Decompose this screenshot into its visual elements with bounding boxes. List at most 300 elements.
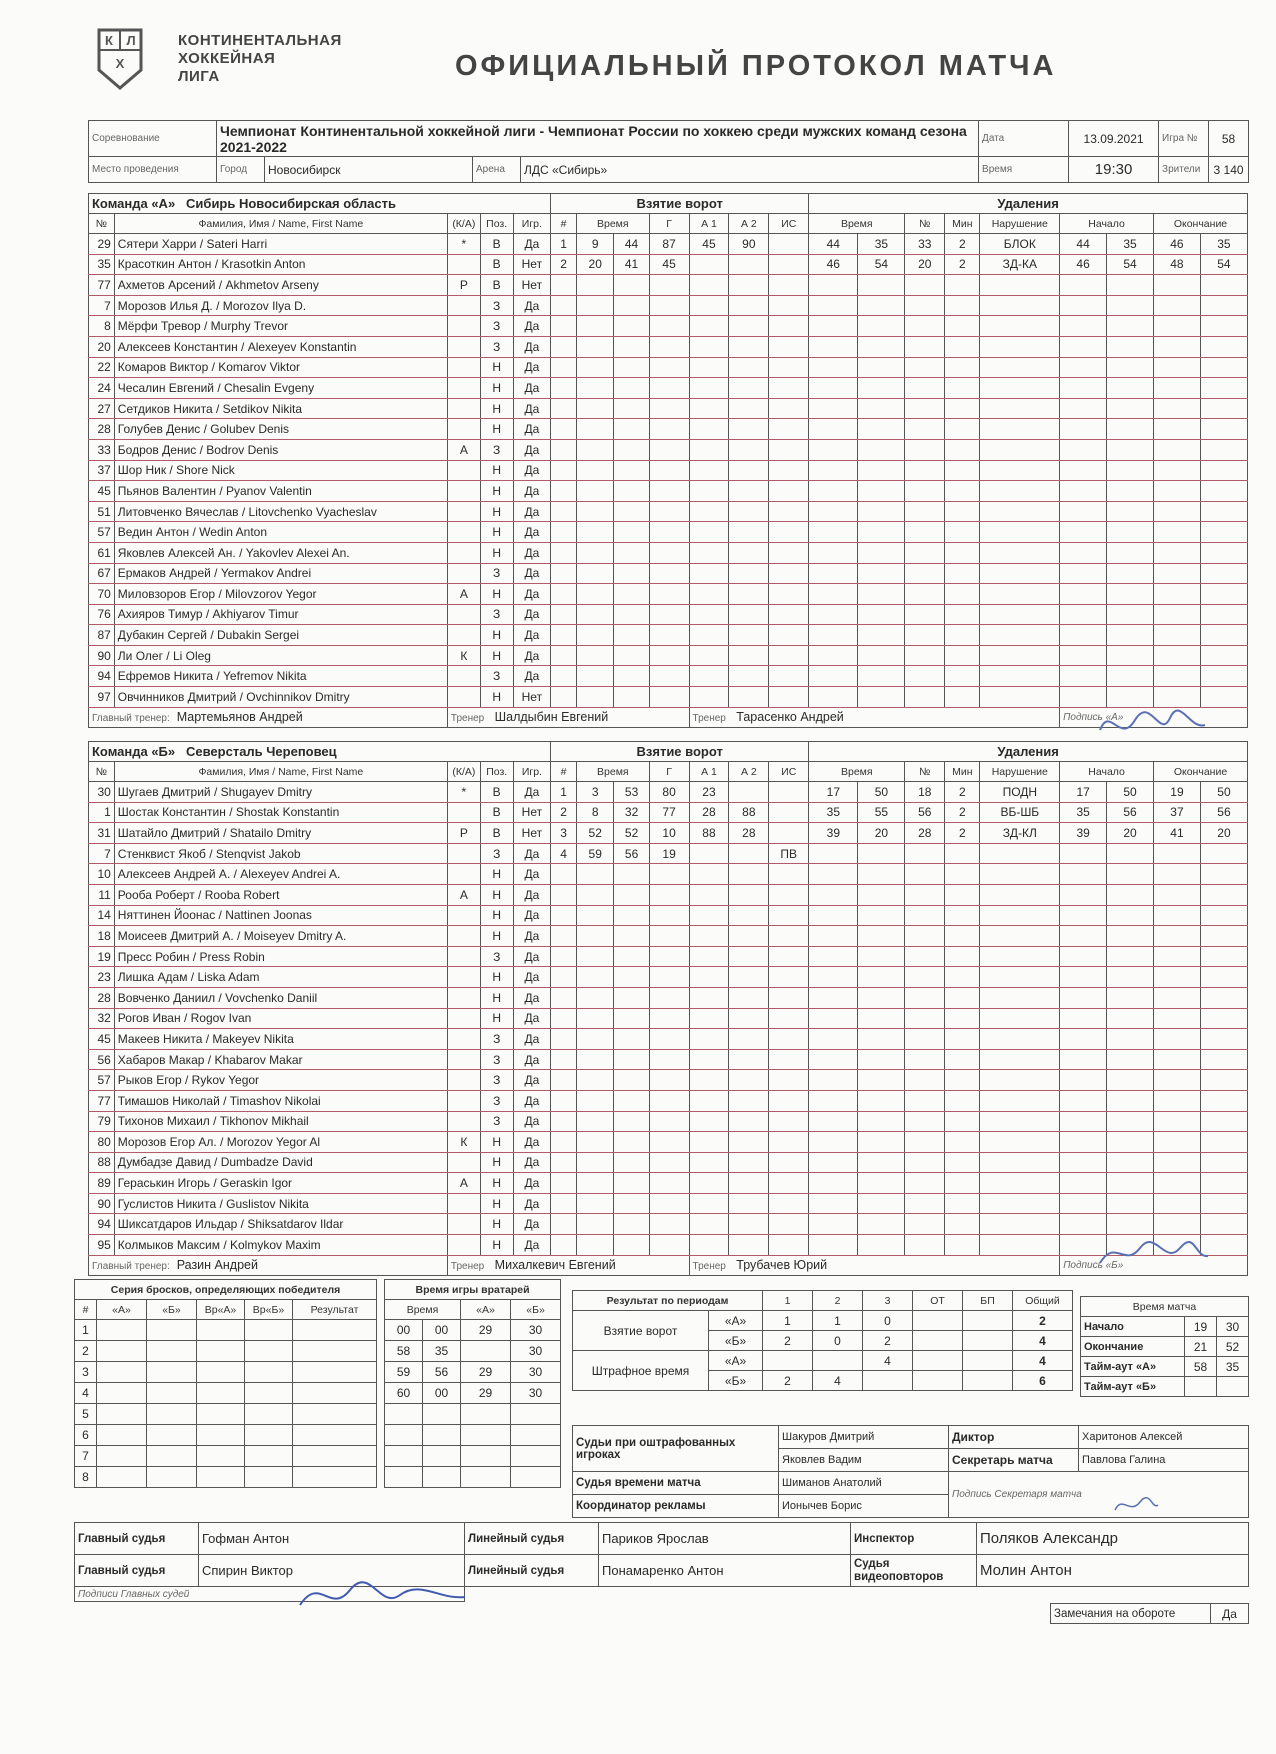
player-played: Да bbox=[513, 398, 551, 419]
penalty-empty bbox=[945, 584, 980, 605]
goal-empty bbox=[551, 1152, 577, 1173]
goal-empty bbox=[689, 501, 729, 522]
player-row bbox=[89, 542, 1248, 563]
penalty-empty bbox=[1060, 1090, 1107, 1111]
goal-empty bbox=[649, 1070, 689, 1091]
goalie-a: 29 bbox=[461, 1362, 511, 1383]
penalty-es: 56 bbox=[1200, 802, 1247, 823]
shootout-cell bbox=[197, 1467, 245, 1488]
signature-secretary bbox=[1110, 1490, 1160, 1520]
goal-s: 52 bbox=[614, 823, 649, 844]
player-position: Н bbox=[480, 542, 513, 563]
penalty-empty bbox=[1060, 666, 1107, 687]
player-row bbox=[89, 1049, 1248, 1070]
player-role bbox=[447, 1090, 480, 1111]
player-position: Н bbox=[480, 1193, 513, 1214]
player-row bbox=[89, 823, 1248, 844]
penalty-empty bbox=[1060, 357, 1107, 378]
player-role bbox=[447, 357, 480, 378]
penalty-empty bbox=[980, 625, 1060, 646]
penalty-empty bbox=[809, 625, 858, 646]
goal-a2 bbox=[729, 843, 769, 864]
period-col: 1 bbox=[763, 1291, 813, 1311]
goal-a2 bbox=[729, 782, 769, 803]
player-number: 24 bbox=[89, 378, 115, 399]
goal-empty bbox=[551, 1070, 577, 1091]
coach-name: Михалкевич Евгений bbox=[494, 1258, 616, 1273]
player-played: Нет bbox=[513, 687, 551, 708]
player-row bbox=[89, 604, 1248, 625]
player-role bbox=[447, 378, 480, 399]
player-number: 97 bbox=[89, 687, 115, 708]
goal-empty bbox=[576, 967, 614, 988]
penalty-empty bbox=[1060, 501, 1107, 522]
player-position: З bbox=[480, 1111, 513, 1132]
goal-empty bbox=[729, 542, 769, 563]
penalty-empty bbox=[1200, 843, 1247, 864]
player-number: 8 bbox=[89, 316, 115, 337]
player-position: З bbox=[480, 1070, 513, 1091]
penalty-empty bbox=[980, 316, 1060, 337]
player-row bbox=[89, 782, 1248, 803]
goal-empty bbox=[689, 563, 729, 584]
goal-empty bbox=[614, 1029, 649, 1050]
player-position: З bbox=[480, 336, 513, 357]
penalty-empty bbox=[945, 1132, 980, 1153]
penalty-empty bbox=[1060, 905, 1107, 926]
penalty-empty bbox=[945, 439, 980, 460]
goal-empty bbox=[576, 926, 614, 947]
penalty-empty bbox=[1200, 501, 1247, 522]
shootout-cell bbox=[197, 1446, 245, 1467]
goal-empty bbox=[769, 336, 809, 357]
penalty-m: 17 bbox=[809, 782, 858, 803]
goal-empty bbox=[576, 378, 614, 399]
penalty-em: 48 bbox=[1153, 254, 1200, 275]
player-position: Н bbox=[480, 1132, 513, 1153]
player-position: Н bbox=[480, 1173, 513, 1194]
penalty-empty bbox=[858, 1132, 905, 1153]
referee-2: Спирин Виктор bbox=[199, 1555, 465, 1587]
penalty-empty bbox=[1107, 905, 1154, 926]
penalty-s: 50 bbox=[858, 782, 905, 803]
player-name: Гераськин Игорь / Geraskin Igor bbox=[114, 1173, 447, 1194]
inspector-name: Поляков Александр bbox=[977, 1523, 1249, 1555]
match-end-hour: 21 bbox=[1185, 1337, 1217, 1357]
goal-empty bbox=[576, 563, 614, 584]
penalty-empty bbox=[905, 1235, 945, 1256]
period-value: 2 bbox=[1013, 1311, 1073, 1331]
player-name: Бодров Денис / Bodrov Denis bbox=[114, 439, 447, 460]
penalty-empty bbox=[980, 1008, 1060, 1029]
period-value bbox=[963, 1311, 1013, 1331]
penalty-empty bbox=[1154, 1111, 1201, 1132]
player-row bbox=[89, 398, 1248, 419]
shootout-cell bbox=[293, 1467, 377, 1488]
goal-empty bbox=[729, 1235, 769, 1256]
penalty-judge-2: Яковлев Вадим bbox=[779, 1449, 949, 1472]
goalie-m: 60 bbox=[385, 1383, 423, 1404]
penalty-empty bbox=[1060, 1008, 1107, 1029]
penalty-inf: ЗД-КЛ bbox=[980, 823, 1060, 844]
penalty-empty bbox=[980, 563, 1060, 584]
penalty-empty bbox=[1107, 419, 1154, 440]
penalty-empty bbox=[905, 1049, 945, 1070]
goal-empty bbox=[689, 275, 729, 296]
goal-a1: 88 bbox=[689, 823, 729, 844]
player-role: Р bbox=[447, 823, 480, 844]
penalty-empty bbox=[905, 1090, 945, 1111]
team-label: Команда «Б» bbox=[92, 744, 176, 759]
player-position: В bbox=[480, 802, 513, 823]
col-penalty-start: Начало bbox=[1060, 762, 1154, 782]
col-goal-scorer: Г bbox=[649, 762, 689, 782]
goal-a1 bbox=[689, 843, 729, 864]
player-role bbox=[447, 522, 480, 543]
goal-empty bbox=[551, 1029, 577, 1050]
penalty-empty bbox=[809, 1214, 858, 1235]
penalty-empty bbox=[858, 398, 905, 419]
player-row bbox=[89, 1070, 1248, 1091]
penalty-em: 46 bbox=[1153, 234, 1200, 255]
penalty-empty bbox=[809, 1049, 858, 1070]
player-position: В bbox=[480, 254, 513, 275]
goal-empty bbox=[576, 295, 614, 316]
goal-empty bbox=[576, 336, 614, 357]
goal-empty bbox=[769, 501, 809, 522]
goal-empty bbox=[576, 316, 614, 337]
penalty-empty bbox=[1107, 1173, 1154, 1194]
player-number: 28 bbox=[89, 419, 115, 440]
goal-a1 bbox=[689, 254, 729, 275]
penalty-empty bbox=[809, 1008, 858, 1029]
goal-empty bbox=[576, 398, 614, 419]
spectators-value: 3 140 bbox=[1209, 157, 1249, 183]
goal-empty bbox=[551, 481, 577, 502]
goal-empty bbox=[551, 439, 577, 460]
goal-empty bbox=[729, 1152, 769, 1173]
goal-empty bbox=[551, 884, 577, 905]
goal-empty bbox=[689, 295, 729, 316]
player-number: 87 bbox=[89, 625, 115, 646]
penalty-empty bbox=[858, 542, 905, 563]
penalty-empty bbox=[1060, 1111, 1107, 1132]
goal-empty bbox=[614, 522, 649, 543]
goal-empty bbox=[689, 926, 729, 947]
goal-empty bbox=[551, 987, 577, 1008]
player-name: Сетдиков Никита / Setdikov Nikita bbox=[114, 398, 447, 419]
penalty-empty bbox=[1107, 522, 1154, 543]
penalty-empty bbox=[1200, 1132, 1247, 1153]
penalty-empty bbox=[1107, 501, 1154, 522]
player-number: 23 bbox=[89, 967, 115, 988]
player-played: Да bbox=[513, 584, 551, 605]
penalty-empty bbox=[1154, 1132, 1201, 1153]
player-role bbox=[447, 563, 480, 584]
penalty-empty bbox=[1153, 398, 1200, 419]
shootout-cell bbox=[147, 1341, 197, 1362]
player-row bbox=[89, 1029, 1248, 1050]
match-time-title: Время матча bbox=[1081, 1297, 1249, 1317]
player-row bbox=[89, 1090, 1248, 1111]
team-signature-label: Подпись «Б» bbox=[1060, 1255, 1248, 1275]
period-results-table bbox=[572, 1290, 1073, 1391]
goalie-empty bbox=[423, 1467, 461, 1488]
goalie-empty bbox=[423, 1404, 461, 1425]
goal-empty bbox=[769, 522, 809, 543]
player-number: 90 bbox=[89, 645, 115, 666]
player-name: Миловзоров Егор / Milovzorov Yegor bbox=[114, 584, 447, 605]
goal-empty bbox=[729, 501, 769, 522]
col-goal-situation: ИС bbox=[769, 214, 809, 234]
player-position: Н bbox=[480, 357, 513, 378]
goal-empty bbox=[614, 357, 649, 378]
penalty-em: 19 bbox=[1154, 782, 1201, 803]
khl-logo bbox=[95, 26, 145, 92]
goal-empty bbox=[769, 357, 809, 378]
arena-label: Арена bbox=[473, 157, 521, 183]
goal-empty bbox=[649, 604, 689, 625]
penalty-empty bbox=[858, 905, 905, 926]
penalty-empty bbox=[1200, 316, 1247, 337]
player-number: 57 bbox=[89, 522, 115, 543]
remarks-label: Замечания на обороте bbox=[1051, 1604, 1211, 1624]
col-penalty-start: Начало bbox=[1060, 214, 1154, 234]
penalty-empty bbox=[1107, 336, 1154, 357]
penalty-empty bbox=[1153, 295, 1200, 316]
signature-referees bbox=[290, 1565, 470, 1625]
player-position: В bbox=[480, 275, 513, 296]
penalty-inf: ПОДН bbox=[980, 782, 1060, 803]
col-assist-1: А 1 bbox=[689, 762, 729, 782]
goal-empty bbox=[551, 460, 577, 481]
timeout-a-minute: 58 bbox=[1185, 1357, 1217, 1377]
goal-empty bbox=[614, 316, 649, 337]
col-penalty-time: Время bbox=[809, 214, 905, 234]
penalty-empty bbox=[858, 1008, 905, 1029]
col-assist-2: А 2 bbox=[729, 214, 769, 234]
shootout-cell bbox=[245, 1383, 293, 1404]
penalty-empty bbox=[809, 439, 858, 460]
goal-empty bbox=[689, 1111, 729, 1132]
penalty-ss: 35 bbox=[1107, 234, 1154, 255]
penalty-empty bbox=[1200, 604, 1247, 625]
player-name: Рооба Роберт / Rooba Robert bbox=[114, 884, 447, 905]
penalty-empty bbox=[1153, 501, 1200, 522]
goal-empty bbox=[614, 584, 649, 605]
player-played: Да bbox=[513, 782, 551, 803]
goal-empty bbox=[614, 666, 649, 687]
goal-empty bbox=[729, 275, 769, 296]
shootout-row-number: 7 bbox=[75, 1446, 97, 1467]
goal-empty bbox=[769, 666, 809, 687]
goalie-a: 29 bbox=[461, 1383, 511, 1404]
goal-empty bbox=[551, 1132, 577, 1153]
goal-empty bbox=[576, 645, 614, 666]
player-role bbox=[447, 864, 480, 885]
col-penalty-end: Окончание bbox=[1154, 762, 1248, 782]
goal-empty bbox=[769, 604, 809, 625]
goal-empty bbox=[689, 542, 729, 563]
goalie-empty bbox=[423, 1425, 461, 1446]
penalty-es: 20 bbox=[1200, 823, 1247, 844]
penalty-empty bbox=[1154, 1049, 1201, 1070]
player-number: 11 bbox=[89, 884, 115, 905]
player-position: З bbox=[480, 946, 513, 967]
penalty-empty bbox=[905, 1008, 945, 1029]
goal-empty bbox=[576, 275, 614, 296]
goal-empty bbox=[729, 926, 769, 947]
goal-empty bbox=[551, 645, 577, 666]
goal-empty bbox=[551, 378, 577, 399]
player-number: 7 bbox=[89, 295, 115, 316]
player-number: 61 bbox=[89, 542, 115, 563]
goal-empty bbox=[649, 967, 689, 988]
coach-2-label: Тренер bbox=[692, 1261, 726, 1273]
goal-empty bbox=[729, 1049, 769, 1070]
shootout-col: Вр«Б» bbox=[245, 1300, 293, 1320]
timeout-a-label: Тайм-аут «А» bbox=[1081, 1357, 1185, 1377]
player-number: 14 bbox=[89, 905, 115, 926]
player-played: Да bbox=[513, 1132, 551, 1153]
goal-empty bbox=[649, 460, 689, 481]
penalty-empty bbox=[980, 419, 1060, 440]
penalty-empty bbox=[905, 522, 945, 543]
goal-empty bbox=[729, 481, 769, 502]
goal-empty bbox=[551, 584, 577, 605]
goal-empty bbox=[689, 1029, 729, 1050]
player-number: 28 bbox=[89, 987, 115, 1008]
period-value: 2 bbox=[863, 1331, 913, 1351]
penalty-empty bbox=[980, 967, 1060, 988]
shootout-cell bbox=[245, 1362, 293, 1383]
player-row bbox=[89, 275, 1248, 296]
player-name: Лишка Адам / Liska Adam bbox=[114, 967, 447, 988]
penalty-empty bbox=[905, 1070, 945, 1091]
player-played: Да bbox=[513, 522, 551, 543]
penalty-empty bbox=[858, 625, 905, 646]
penalty-empty bbox=[1153, 666, 1200, 687]
penalty-empty bbox=[809, 357, 858, 378]
penalty-empty bbox=[858, 1152, 905, 1173]
goal-empty bbox=[576, 439, 614, 460]
period-value bbox=[963, 1331, 1013, 1351]
goal-empty bbox=[649, 987, 689, 1008]
player-row bbox=[89, 864, 1248, 885]
shootout-cell bbox=[97, 1404, 147, 1425]
player-number: 45 bbox=[89, 1029, 115, 1050]
penalty-empty bbox=[858, 1173, 905, 1194]
player-row bbox=[89, 946, 1248, 967]
goal-empty bbox=[729, 1029, 769, 1050]
penalty-empty bbox=[905, 316, 945, 337]
penalty-empty bbox=[809, 604, 858, 625]
penalty-empty bbox=[1107, 666, 1154, 687]
goal-empty bbox=[769, 926, 809, 947]
player-name: Шатайло Дмитрий / Shatailo Dmitry bbox=[114, 823, 447, 844]
penalty-sm: 46 bbox=[1060, 254, 1107, 275]
period-pim-label: Штрафное время bbox=[573, 1351, 709, 1391]
shootout-cell bbox=[97, 1383, 147, 1404]
penalty-judges-label: Судьи при оштрафованных игроках bbox=[573, 1426, 779, 1472]
penalty-empty bbox=[809, 1173, 858, 1194]
penalty-empty bbox=[1107, 864, 1154, 885]
goal-empty bbox=[551, 563, 577, 584]
inspector-label: Инспектор bbox=[851, 1523, 977, 1555]
penalty-empty bbox=[945, 1193, 980, 1214]
penalty-empty bbox=[1060, 378, 1107, 399]
coach-2-label: Тренер bbox=[692, 713, 726, 725]
goal-empty bbox=[689, 316, 729, 337]
goalie-s: 35 bbox=[423, 1341, 461, 1362]
penalty-empty bbox=[980, 1132, 1060, 1153]
goal-empty bbox=[769, 316, 809, 337]
penalty-empty bbox=[980, 645, 1060, 666]
player-position: З bbox=[480, 295, 513, 316]
player-played: Да bbox=[513, 926, 551, 947]
penalty-empty bbox=[905, 1173, 945, 1194]
goal-empty bbox=[729, 687, 769, 708]
goal-empty bbox=[614, 336, 649, 357]
player-role bbox=[447, 967, 480, 988]
goalie-empty bbox=[385, 1425, 423, 1446]
goal-empty bbox=[689, 645, 729, 666]
player-position: В bbox=[480, 823, 513, 844]
goal-empty bbox=[689, 522, 729, 543]
period-value: 2 bbox=[763, 1331, 813, 1351]
goal-empty bbox=[689, 987, 729, 1008]
period-value bbox=[763, 1351, 813, 1371]
player-row bbox=[89, 1008, 1248, 1029]
penalty-empty bbox=[945, 884, 980, 905]
penalty-empty bbox=[858, 563, 905, 584]
arena-value: ЛДС «Сибирь» bbox=[521, 157, 979, 183]
player-role: А bbox=[447, 884, 480, 905]
player-row bbox=[89, 295, 1248, 316]
penalty-sm: 17 bbox=[1060, 782, 1107, 803]
penalty-empty bbox=[809, 905, 858, 926]
penalty-empty bbox=[1107, 967, 1154, 988]
period-value bbox=[863, 1371, 913, 1391]
penalty-empty bbox=[809, 501, 858, 522]
goal-m: 3 bbox=[576, 782, 614, 803]
penalty-empty bbox=[1060, 1070, 1107, 1091]
penalty-empty bbox=[905, 926, 945, 947]
goal-empty bbox=[551, 967, 577, 988]
goal-g: 10 bbox=[649, 823, 689, 844]
penalty-empty bbox=[980, 481, 1060, 502]
player-played: Да bbox=[513, 1152, 551, 1173]
penalty-empty bbox=[980, 843, 1060, 864]
head-coach-label: Главный тренер: bbox=[92, 713, 170, 725]
penalty-empty bbox=[858, 843, 905, 864]
goal-empty bbox=[689, 1152, 729, 1173]
penalty-num: 20 bbox=[905, 254, 945, 275]
goalie-b: 30 bbox=[511, 1383, 561, 1404]
goal-empty bbox=[576, 625, 614, 646]
player-played: Да bbox=[513, 563, 551, 584]
penalty-empty bbox=[1107, 584, 1154, 605]
goal-empty bbox=[729, 666, 769, 687]
shootout-col: # bbox=[75, 1300, 97, 1320]
goal-empty bbox=[689, 864, 729, 885]
penalty-empty bbox=[905, 666, 945, 687]
penalty-empty bbox=[945, 275, 980, 296]
penalty-empty bbox=[1200, 439, 1247, 460]
player-position: В bbox=[480, 782, 513, 803]
goal-empty bbox=[614, 481, 649, 502]
shootout-col: Результат bbox=[293, 1300, 377, 1320]
